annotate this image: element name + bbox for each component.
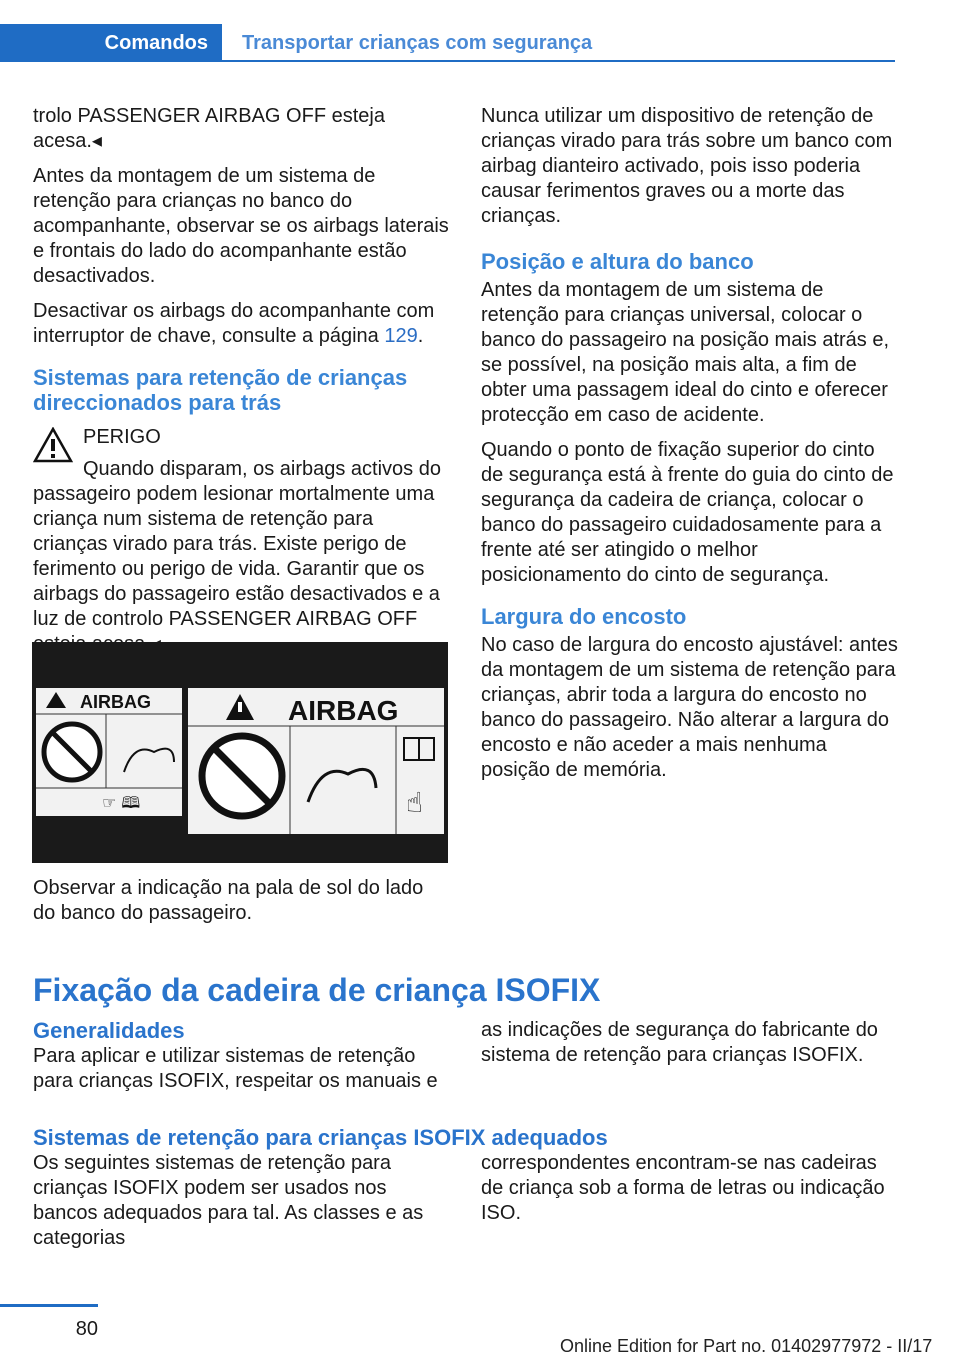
right-paragraph-1: Nunca utilizar um dispositivo de retenção de crianças virado para trás sobre um banco com airbag dianteiro activado, pois isso poderia causar ferimentos graves ou a morte das crianças. <box>481 105 893 227</box>
suitable-systems-heading: Sistemas de retenção para crianças ISOFIX adequados <box>33 1125 608 1150</box>
right-paragraph-4: No caso de largura do encosto ajustável: antes da montagem de um sistema de retenção para crianças, abrir toda a largura do encosto no banco do passageiro. Não alterar a largura do encosto e não aceder a mais nenhuma posição de memória. <box>481 634 898 781</box>
suitable-left-text: Os seguintes sistemas de retenção para crianças ISOFIX podem ser usados nos bancos adequados para tal. As classes e as categorias <box>33 1152 424 1249</box>
left-paragraph-2: Antes da montagem de um sistema de retenção para crianças no banco do acompanhante, observar se os airbags laterais e frontais do lado do acompanhante estão desactivados. <box>33 165 449 287</box>
large-label-text: AIRBAG <box>288 695 399 726</box>
right-paragraph-3: Quando o ponto de fixação superior do cinto de segurança está à frente do guia do cinto de segurança da cadeira de criança, colocar o banco do passageiro cuidadosamente para a frente até ser atingido o melhor posicionamento do cinto de segurança. <box>481 439 894 586</box>
right-column <box>481 104 899 793</box>
left-paragraph-3 <box>33 299 451 349</box>
general-heading: Generalidades <box>33 1018 185 1043</box>
left-paragraph-1: trolo PASSENGER AIRBAG OFF esteja acesa.◂ <box>33 105 385 152</box>
page-number: 80 <box>75 1318 98 1340</box>
warning-triangle-icon <box>33 427 73 463</box>
airbag-label-drawing <box>32 642 448 863</box>
page-reference-link[interactable]: 129 <box>384 325 418 347</box>
edition-note: Online Edition for Part no. 01402977972 - II/17 <box>560 1336 933 1356</box>
airbag-label-figure <box>32 642 448 863</box>
footer-accent-line <box>0 1304 98 1307</box>
seat-position-heading: Posição e altura do banco <box>481 249 754 274</box>
header-divider <box>222 60 895 62</box>
right-paragraph-2: Antes da montagem de um sistema de retenção para crianças universal, colocar o banco do passageiro na posição mais atrás e, se possível, na posição mais alta, a fim de obter uma passagem ideal do cinto e oferecer protecção em caso de acidente. <box>481 279 890 426</box>
warning-first-line: Quando disparam, os airbags activos do <box>83 458 441 480</box>
isofix-section-title: Fixação da cadeira de criança ISOFIX <box>33 972 601 1008</box>
small-label-text: AIRBAG <box>80 692 151 712</box>
rear-facing-heading: Sistemas para retenção de crianças direccionados para trás <box>33 365 408 415</box>
figure-caption: Observar a indicação na pala de sol do lado do banco do passageiro. <box>33 877 424 924</box>
left-column <box>33 104 451 657</box>
warning-title: PERIGO <box>83 426 161 448</box>
warning-block <box>33 425 451 657</box>
left-paragraph-3-end: . <box>417 325 424 347</box>
general-right-text: as indicações de segurança do fabricante do sistema de retenção para crianças ISOFIX. <box>481 1019 878 1066</box>
general-left-text: Para aplicar e utilizar sistemas de retenção para crianças ISOFIX, respeitar os manuais e <box>33 1045 438 1092</box>
large-hand-icon: ☝ <box>406 786 424 819</box>
left-paragraph-3-text: Desactivar os airbags do acompanhante com interruptor de chave, consulte a página <box>33 300 435 347</box>
backrest-width-heading: Largura do encosto <box>481 604 687 629</box>
header-chapter-tab[interactable]: Transportar crianças com segurança <box>242 32 593 54</box>
suitable-right-text: correspondentes encontram-se nas cadeiras de criança sob a forma de letras ou indicação ISO. <box>481 1152 885 1224</box>
warning-body: passageiro podem lesionar mortalmente uma criança num sistema de retenção para crianças virado para trás. Existe perigo de ferimento ou perigo de vida. Garantir que os airbags do passageiro estão desactivados e a luz de controlo PASSENGER AIRBAG OFF <box>33 483 440 630</box>
small-hand-book-icon: ☞ 🕮 <box>102 793 141 812</box>
header-section-tab[interactable]: Comandos <box>104 32 208 54</box>
